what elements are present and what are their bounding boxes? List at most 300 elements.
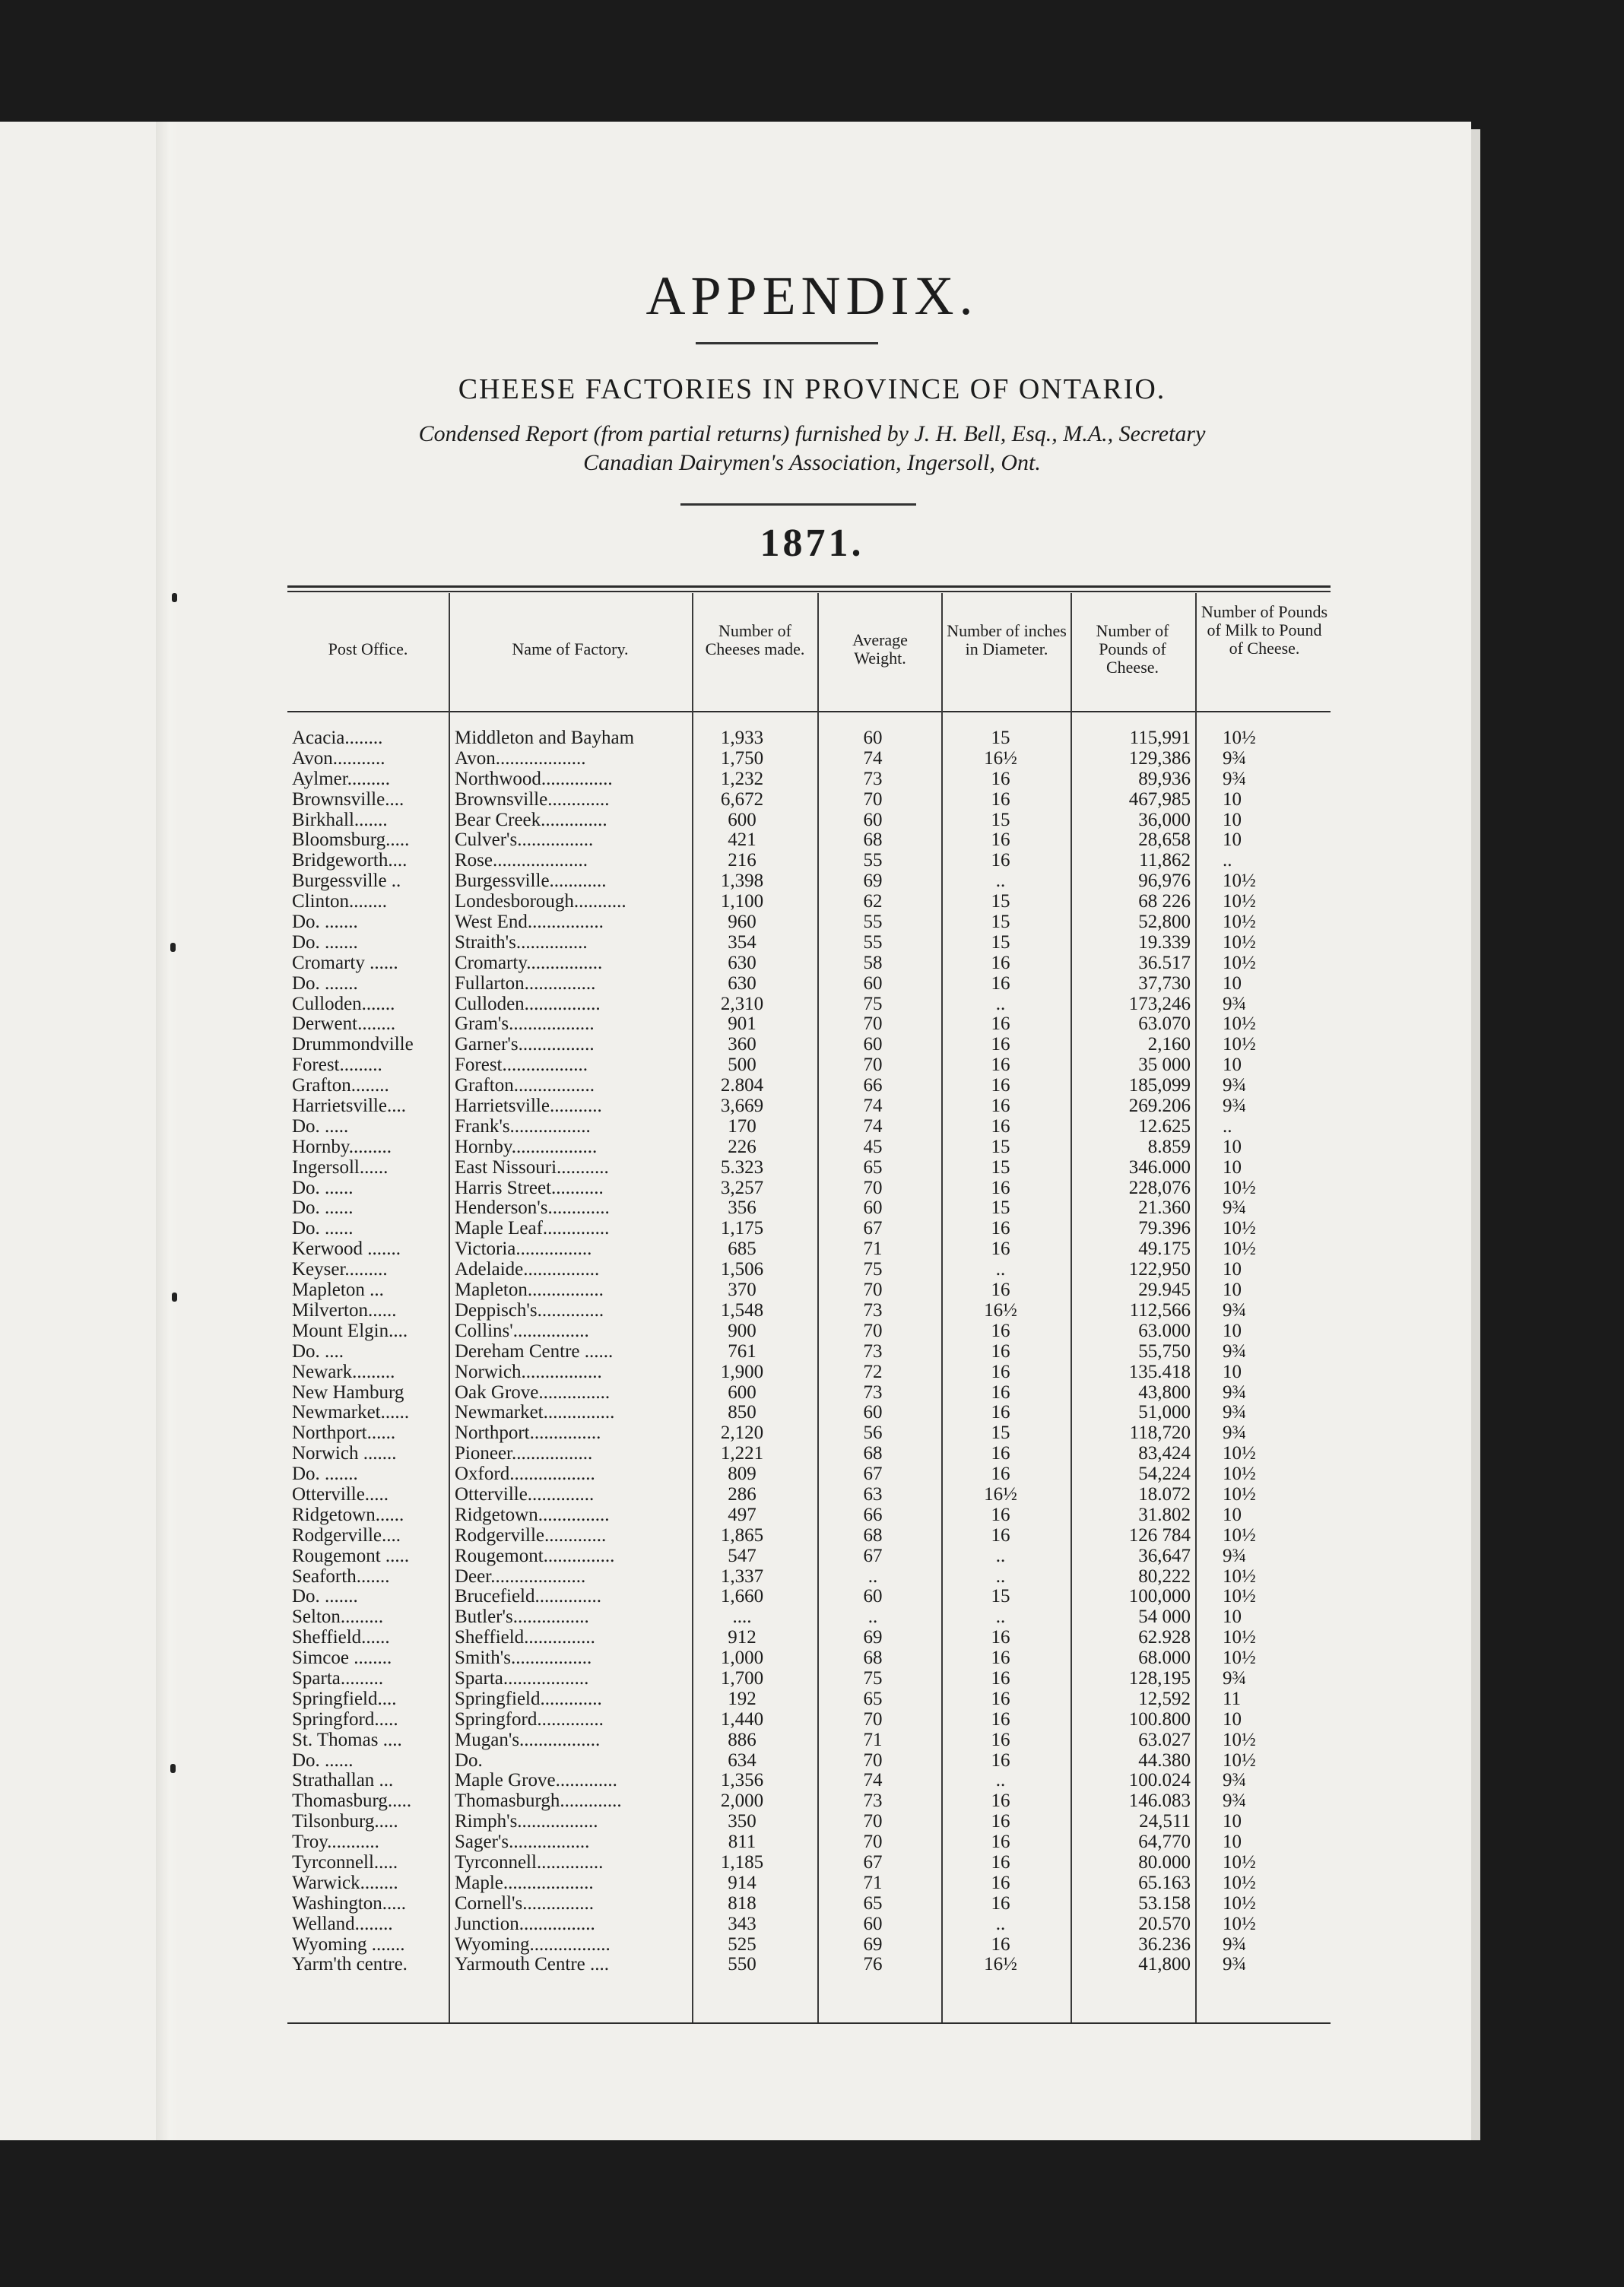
post-office-cell: Do. ....... xyxy=(292,912,358,933)
milk-ratio-cell: 10 xyxy=(1223,1832,1242,1853)
avg-weight-cell: 60 xyxy=(863,1197,883,1219)
diameter-cell: 16 xyxy=(991,1115,1010,1137)
cheeses-cell: 500 xyxy=(728,1055,756,1076)
post-office-cell: Do. ....... xyxy=(292,1464,358,1485)
avg-weight-cell: 60 xyxy=(863,1402,883,1423)
pounds-cell: 36,000 xyxy=(1138,809,1191,830)
factory-cell: Deer.................... xyxy=(455,1566,586,1587)
diameter-cell: 16 xyxy=(991,1688,1010,1709)
cheeses-cell: 525 xyxy=(728,1933,756,1955)
table-row xyxy=(287,1280,1331,1301)
milk-ratio-cell: 10½ xyxy=(1223,1239,1256,1260)
pounds-cell: 185,099 xyxy=(1128,1075,1191,1096)
factory-cell: Smith's................. xyxy=(455,1648,592,1669)
post-office-cell: Derwent........ xyxy=(292,1014,396,1035)
table-row xyxy=(287,810,1331,831)
cheeses-cell: 850 xyxy=(728,1402,756,1423)
table-row xyxy=(287,974,1331,994)
report-line-2: Canadian Dairymen's Association, Ingersoll, Ont. xyxy=(583,450,1041,475)
factory-cell: Middleton and Bayham xyxy=(455,728,635,748)
pounds-cell: 43,800 xyxy=(1138,1381,1191,1403)
header-avg-weight: Average Weight. xyxy=(852,630,908,668)
diameter-cell: .. xyxy=(995,1545,1006,1566)
cheeses-cell: 809 xyxy=(728,1464,756,1485)
diameter-cell: 16 xyxy=(991,1381,1010,1403)
cheeses-cell: 630 xyxy=(728,952,756,973)
diameter-cell: 16 xyxy=(991,1034,1010,1055)
diameter-cell: 16 xyxy=(991,1708,1010,1730)
post-office-cell: Culloden....... xyxy=(292,994,395,1014)
post-office-cell: Keyser......... xyxy=(292,1260,388,1280)
cheeses-cell: 192 xyxy=(728,1688,756,1709)
table-row xyxy=(287,1321,1331,1342)
milk-ratio-cell: 9¾ xyxy=(1223,1402,1247,1423)
factory-cell: Mapleton................ xyxy=(455,1280,604,1301)
pounds-cell: 65.163 xyxy=(1138,1872,1191,1893)
avg-weight-cell: 60 xyxy=(863,1034,883,1055)
pounds-cell: 173,246 xyxy=(1128,993,1191,1014)
pounds-cell: 2,160 xyxy=(1147,1034,1191,1055)
diameter-cell: 16 xyxy=(991,1361,1010,1382)
milk-ratio-cell: 10½ xyxy=(1223,1913,1256,1934)
post-office-cell: New Hamburg xyxy=(292,1382,404,1403)
cheeses-cell: 1,660 xyxy=(720,1586,764,1607)
pounds-cell: 80,222 xyxy=(1138,1565,1191,1587)
factory-cell: Rimph's................. xyxy=(455,1812,598,1832)
factory-cell: Avon................... xyxy=(455,748,586,769)
cheeses-cell: 2,120 xyxy=(720,1423,764,1444)
table-row xyxy=(287,994,1331,1015)
pounds-cell: 100.024 xyxy=(1128,1770,1191,1791)
diameter-cell: .. xyxy=(995,871,1006,892)
pounds-cell: 100.800 xyxy=(1128,1708,1191,1730)
table-row xyxy=(287,1812,1331,1832)
factory-cell: Rodgerville............. xyxy=(455,1525,607,1546)
post-office-cell: Seaforth....... xyxy=(292,1566,390,1587)
pounds-cell: 28,658 xyxy=(1138,829,1191,851)
table-row xyxy=(287,851,1331,871)
post-office-cell: Sheffield...... xyxy=(292,1628,390,1648)
avg-weight-cell: 60 xyxy=(863,809,883,830)
diameter-cell: 16 xyxy=(991,850,1010,871)
cheeses-cell: 2,000 xyxy=(720,1791,764,1812)
diameter-cell: 16 xyxy=(991,1749,1010,1771)
diameter-cell: 15 xyxy=(991,1156,1010,1178)
factory-cell: Londesborough........... xyxy=(455,892,626,912)
post-office-cell: Burgessville .. xyxy=(292,871,401,892)
diameter-cell: 15 xyxy=(991,728,1010,748)
milk-ratio-cell: 10 xyxy=(1223,1259,1242,1280)
avg-weight-cell: 70 xyxy=(863,1708,883,1730)
post-office-cell: Newark......... xyxy=(292,1362,395,1382)
divider xyxy=(696,342,878,344)
factory-cell: Oak Grove............... xyxy=(455,1382,611,1403)
diameter-cell: .. xyxy=(995,1913,1006,1934)
cheeses-cell: 497 xyxy=(728,1504,756,1525)
header-factory: Name of Factory. xyxy=(512,639,629,658)
table-row xyxy=(287,1158,1331,1178)
pounds-cell: 346.000 xyxy=(1128,1156,1191,1178)
post-office-cell: Northport...... xyxy=(292,1423,396,1444)
pounds-cell: 55,750 xyxy=(1138,1340,1191,1362)
table-row xyxy=(287,1178,1331,1199)
pounds-cell: 37,730 xyxy=(1138,972,1191,994)
factory-cell: West End................ xyxy=(455,912,604,933)
diameter-cell: 16 xyxy=(991,1872,1010,1893)
pounds-cell: 12.625 xyxy=(1138,1115,1191,1137)
pounds-cell: 63.000 xyxy=(1138,1320,1191,1341)
avg-weight-cell: 67 xyxy=(863,1218,883,1239)
diameter-cell: 16 xyxy=(991,1811,1010,1832)
diameter-cell: 16 xyxy=(991,1096,1010,1117)
avg-weight-cell: 71 xyxy=(863,1729,883,1750)
cheeses-cell: 1,440 xyxy=(720,1708,764,1730)
post-office-cell: Bridgeworth.... xyxy=(292,851,408,871)
table-row xyxy=(287,1342,1331,1362)
diameter-cell: 16 xyxy=(991,1464,1010,1485)
header-pounds: Number of Pounds of Cheese. xyxy=(1096,621,1169,677)
post-office-cell: Ingersoll...... xyxy=(292,1157,389,1178)
cheeses-cell: 216 xyxy=(728,850,756,871)
milk-ratio-cell: 10½ xyxy=(1223,952,1256,973)
avg-weight-cell: 65 xyxy=(863,1688,883,1709)
avg-weight-cell: 72 xyxy=(863,1361,883,1382)
milk-ratio-cell: 10½ xyxy=(1223,1218,1256,1239)
pounds-cell: 135.418 xyxy=(1128,1361,1191,1382)
factory-cell: Adelaide................ xyxy=(455,1260,600,1280)
post-office-cell: Springfield.... xyxy=(292,1689,397,1709)
factory-cell: Maple Leaf.............. xyxy=(455,1219,610,1239)
milk-ratio-cell: 10½ xyxy=(1223,1013,1256,1035)
table-row xyxy=(287,1853,1331,1873)
milk-ratio-cell: 10½ xyxy=(1223,1565,1256,1587)
factory-cell: Mugan's................. xyxy=(455,1730,601,1750)
cheeses-cell: 343 xyxy=(728,1913,756,1934)
pounds-cell: 54 000 xyxy=(1138,1607,1191,1628)
pounds-cell: 21.360 xyxy=(1138,1197,1191,1219)
cheeses-cell: 1,548 xyxy=(720,1299,764,1321)
milk-ratio-cell: 10 xyxy=(1223,1607,1242,1628)
post-office-cell: Troy........... xyxy=(292,1832,379,1853)
avg-weight-cell: 75 xyxy=(863,1667,883,1689)
report-description xyxy=(0,420,1624,477)
cheeses-cell: 2.804 xyxy=(720,1075,764,1096)
table-row xyxy=(287,1301,1331,1321)
table-row xyxy=(287,1751,1331,1772)
pounds-cell: 129,386 xyxy=(1128,747,1191,769)
post-office-cell: Tyrconnell..... xyxy=(292,1852,398,1873)
cheeses-cell: 1,750 xyxy=(720,747,764,769)
factory-cell: Culloden................ xyxy=(455,994,601,1014)
milk-ratio-cell: 10½ xyxy=(1223,1648,1256,1669)
cheeses-cell: 226 xyxy=(728,1136,756,1157)
pounds-cell: 41,800 xyxy=(1138,1954,1191,1975)
cheeses-cell: 1,900 xyxy=(720,1361,764,1382)
diameter-cell: 16½ xyxy=(984,747,1017,769)
pounds-cell: 11,862 xyxy=(1139,850,1191,871)
table-row xyxy=(287,1526,1331,1546)
margin-mark xyxy=(170,943,176,952)
avg-weight-cell: 70 xyxy=(863,1177,883,1198)
milk-ratio-cell: 9¾ xyxy=(1223,768,1247,789)
table-row xyxy=(287,892,1331,912)
cheeses-cell: 914 xyxy=(728,1872,756,1893)
post-office-cell: Tilsonburg..... xyxy=(292,1812,398,1832)
diameter-cell: 16 xyxy=(991,1075,1010,1096)
avg-weight-cell: 62 xyxy=(863,891,883,912)
factory-cell: Frank's................. xyxy=(455,1116,591,1137)
pounds-cell: 128,195 xyxy=(1128,1667,1191,1689)
post-office-cell: Sparta......... xyxy=(292,1668,384,1689)
post-office-cell: Kerwood ....... xyxy=(292,1239,401,1260)
avg-weight-cell: 60 xyxy=(863,972,883,994)
milk-ratio-cell: 10½ xyxy=(1223,1749,1256,1771)
avg-weight-cell: 45 xyxy=(863,1136,883,1157)
table-row xyxy=(287,1035,1331,1055)
diameter-cell: 16½ xyxy=(984,1299,1017,1321)
report-line-1: Condensed Report (from partial returns) furnished by J. H. Bell, Esq., M.A., Secretary xyxy=(418,421,1206,446)
avg-weight-cell: 75 xyxy=(863,1259,883,1280)
table-row xyxy=(287,1669,1331,1689)
diameter-cell: 16 xyxy=(991,1177,1010,1198)
pounds-cell: 51,000 xyxy=(1138,1402,1191,1423)
pounds-cell: 62.928 xyxy=(1138,1627,1191,1648)
table-row xyxy=(287,1607,1331,1628)
subtitle: CHEESE FACTORIES IN PROVINCE OF ONTARIO. xyxy=(458,373,1166,405)
pounds-cell: 228,076 xyxy=(1128,1177,1191,1198)
post-office-cell: Do. ....... xyxy=(292,973,358,994)
cheeses-cell: 600 xyxy=(728,1381,756,1403)
avg-weight-cell: 70 xyxy=(863,788,883,810)
post-office-cell: Grafton........ xyxy=(292,1076,389,1096)
avg-weight-cell: 63 xyxy=(863,1483,883,1505)
diameter-cell: 15 xyxy=(991,891,1010,912)
cheeses-cell: 900 xyxy=(728,1320,756,1341)
diameter-cell: 16 xyxy=(991,1791,1010,1812)
diameter-cell: 16 xyxy=(991,1013,1010,1035)
milk-ratio-cell: 9¾ xyxy=(1223,747,1247,769)
milk-ratio-cell: 10½ xyxy=(1223,1177,1256,1198)
factory-cell: Cornell's............... xyxy=(455,1893,594,1914)
table-row xyxy=(287,749,1331,769)
cheeses-cell: 5.323 xyxy=(720,1156,764,1178)
diameter-cell: 16 xyxy=(991,1504,1010,1525)
factory-cell: Sparta.................. xyxy=(455,1668,589,1689)
milk-ratio-cell: 9¾ xyxy=(1223,1770,1247,1791)
factory-cell: Otterville.............. xyxy=(455,1484,595,1505)
pounds-cell: 18.072 xyxy=(1138,1483,1191,1505)
avg-weight-cell: 74 xyxy=(863,1115,883,1137)
avg-weight-cell: 56 xyxy=(863,1423,883,1444)
avg-weight-cell: 60 xyxy=(863,1586,883,1607)
milk-ratio-cell: 10 xyxy=(1223,829,1242,851)
avg-weight-cell: 55 xyxy=(863,931,883,953)
pounds-cell: 64,770 xyxy=(1138,1832,1191,1853)
cheeses-cell: 634 xyxy=(728,1749,756,1771)
milk-ratio-cell: 10½ xyxy=(1223,1729,1256,1750)
milk-ratio-cell: 10 xyxy=(1223,1320,1242,1341)
pounds-cell: 126 784 xyxy=(1128,1524,1191,1546)
factory-cell: Victoria................ xyxy=(455,1239,592,1260)
diameter-cell: 15 xyxy=(991,1136,1010,1157)
pounds-cell: 20.570 xyxy=(1138,1913,1191,1934)
diameter-cell: 16 xyxy=(991,952,1010,973)
avg-weight-cell: 76 xyxy=(863,1954,883,1975)
milk-ratio-cell: 10½ xyxy=(1223,1872,1256,1893)
milk-ratio-cell: 10½ xyxy=(1223,891,1256,912)
post-office-cell: Yarm'th centre. xyxy=(292,1955,408,1975)
post-office-cell: Do. ...... xyxy=(292,1178,354,1198)
post-office-cell: Acacia........ xyxy=(292,728,383,748)
factory-cell: Springfield............. xyxy=(455,1689,602,1709)
diameter-cell: 16 xyxy=(991,1443,1010,1464)
diameter-cell: 16 xyxy=(991,972,1010,994)
cheeses-cell: 2,310 xyxy=(720,993,764,1014)
factory-cell: Tyrconnell.............. xyxy=(455,1852,604,1873)
cheeses-cell: 811 xyxy=(728,1832,756,1853)
pounds-cell: 122,950 xyxy=(1128,1259,1191,1280)
cheeses-cell: 547 xyxy=(728,1545,756,1566)
milk-ratio-cell: 9¾ xyxy=(1223,1299,1247,1321)
post-office-cell: Clinton........ xyxy=(292,892,388,912)
pounds-cell: 83,424 xyxy=(1138,1443,1191,1464)
pounds-cell: 100,000 xyxy=(1128,1586,1191,1607)
post-office-cell: Drummondville xyxy=(292,1035,414,1055)
post-office-cell: Harrietsville.... xyxy=(292,1096,406,1117)
milk-ratio-cell: 10 xyxy=(1223,1055,1242,1076)
pounds-cell: 12,592 xyxy=(1138,1688,1191,1709)
post-office-cell: Milverton...... xyxy=(292,1300,397,1321)
divider xyxy=(680,503,916,506)
milk-ratio-cell: 11 xyxy=(1223,1688,1242,1709)
factory-cell: Maple Grove............. xyxy=(455,1771,617,1791)
table-row xyxy=(287,1055,1331,1076)
pounds-cell: 53.158 xyxy=(1138,1892,1191,1914)
pounds-cell: 52,800 xyxy=(1138,912,1191,933)
table-row xyxy=(287,1423,1331,1444)
table-row xyxy=(287,1403,1331,1423)
table-row xyxy=(287,1648,1331,1669)
factory-cell: Cromarty................ xyxy=(455,953,603,973)
milk-ratio-cell: 9¾ xyxy=(1223,1933,1247,1955)
table-row xyxy=(287,1546,1331,1567)
cheeses-cell: 356 xyxy=(728,1197,756,1219)
pounds-cell: 29.945 xyxy=(1138,1280,1191,1301)
pounds-cell: 68 226 xyxy=(1138,891,1191,912)
cheeses-cell: 886 xyxy=(728,1729,756,1750)
pounds-cell: 118,720 xyxy=(1129,1423,1191,1444)
post-office-cell: Aylmer......... xyxy=(292,769,390,789)
avg-weight-cell: 70 xyxy=(863,1013,883,1035)
pounds-cell: 63.070 xyxy=(1138,1013,1191,1035)
pounds-cell: 79.396 xyxy=(1138,1218,1191,1239)
diameter-cell: 15 xyxy=(991,912,1010,933)
pounds-cell: 467,985 xyxy=(1128,788,1191,810)
avg-weight-cell: 70 xyxy=(863,1832,883,1853)
diameter-cell: .. xyxy=(995,1259,1006,1280)
diameter-cell: 16 xyxy=(991,1340,1010,1362)
header-post-office: Post Office. xyxy=(328,639,408,658)
table-row xyxy=(287,1219,1331,1239)
factory-cell: Sheffield............... xyxy=(455,1628,595,1648)
diameter-cell: 16 xyxy=(991,1320,1010,1341)
cheeses-cell: 354 xyxy=(728,931,756,953)
margin-mark xyxy=(172,1293,177,1302)
post-office-cell: Rodgerville.... xyxy=(292,1525,401,1546)
cheeses-cell: 1,175 xyxy=(720,1218,764,1239)
milk-ratio-cell: 10½ xyxy=(1223,1586,1256,1607)
milk-ratio-cell: 10½ xyxy=(1223,931,1256,953)
pounds-cell: 269.206 xyxy=(1128,1096,1191,1117)
cheeses-cell: 960 xyxy=(728,912,756,933)
milk-ratio-cell: 10½ xyxy=(1223,1851,1256,1873)
milk-ratio-cell: 10½ xyxy=(1223,1443,1256,1464)
header-milk: Number of Pounds of Milk to Pound of Cheese. xyxy=(1201,602,1328,658)
pounds-cell: 112,566 xyxy=(1129,1299,1191,1321)
milk-ratio-cell: 9¾ xyxy=(1223,1096,1247,1117)
table-row xyxy=(287,790,1331,810)
post-office-cell: Cromarty ...... xyxy=(292,953,398,973)
diameter-cell: 16 xyxy=(991,1627,1010,1648)
post-office-cell: Warwick........ xyxy=(292,1873,398,1893)
post-office-cell: Norwich ....... xyxy=(292,1444,397,1464)
avg-weight-cell: 70 xyxy=(863,1280,883,1301)
diameter-cell: 16½ xyxy=(984,1483,1017,1505)
avg-weight-cell: 65 xyxy=(863,1892,883,1914)
milk-ratio-cell: 10 xyxy=(1223,1361,1242,1382)
cheeses-cell: 1,506 xyxy=(720,1259,764,1280)
diameter-cell: .. xyxy=(995,1565,1006,1587)
factory-cell: Garner's................ xyxy=(455,1035,595,1055)
avg-weight-cell: 73 xyxy=(863,1791,883,1812)
header-diameter: Number of inches in Diameter. xyxy=(947,621,1067,658)
diameter-cell: 16 xyxy=(991,788,1010,810)
table-row xyxy=(287,1894,1331,1914)
factory-cell: Culver's................ xyxy=(455,830,594,851)
table-row xyxy=(287,1791,1331,1812)
avg-weight-cell: 73 xyxy=(863,1340,883,1362)
year-heading: 1871. xyxy=(760,522,864,565)
factory-cell: Henderson's............. xyxy=(455,1198,610,1219)
factory-cell: Gram's.................. xyxy=(455,1014,595,1035)
factory-cell: Deppisch's.............. xyxy=(455,1300,604,1321)
cheeses-cell: 6,672 xyxy=(720,788,764,810)
cheeses-cell: 170 xyxy=(728,1115,756,1137)
factory-cell: Oxford.................. xyxy=(455,1464,595,1485)
table-top-rule-inner xyxy=(287,591,1331,592)
milk-ratio-cell: 9¾ xyxy=(1223,993,1247,1014)
table-top-rule xyxy=(287,585,1331,588)
factory-cell: Yarmouth Centre .... xyxy=(455,1955,610,1975)
post-office-cell: Springford..... xyxy=(292,1709,398,1730)
factory-cell: Ridgetown............... xyxy=(455,1505,610,1525)
factory-cell: Wyoming................. xyxy=(455,1934,611,1955)
pounds-cell: 8.859 xyxy=(1147,1136,1191,1157)
post-office-cell: Do. ...... xyxy=(292,1219,354,1239)
pounds-cell: 54,224 xyxy=(1138,1464,1191,1485)
milk-ratio-cell: 9¾ xyxy=(1223,1075,1247,1096)
cheeses-cell: 350 xyxy=(728,1811,756,1832)
table-row xyxy=(287,871,1331,892)
factory-cell: Butler's................ xyxy=(455,1607,589,1628)
factory-cell: Brucefield.............. xyxy=(455,1587,602,1607)
header-bottom-rule xyxy=(287,711,1331,712)
diameter-cell: 15 xyxy=(991,1423,1010,1444)
diameter-cell: 16 xyxy=(991,1402,1010,1423)
avg-weight-cell: 68 xyxy=(863,1524,883,1546)
pounds-cell: 63.027 xyxy=(1138,1729,1191,1750)
avg-weight-cell: 55 xyxy=(863,912,883,933)
